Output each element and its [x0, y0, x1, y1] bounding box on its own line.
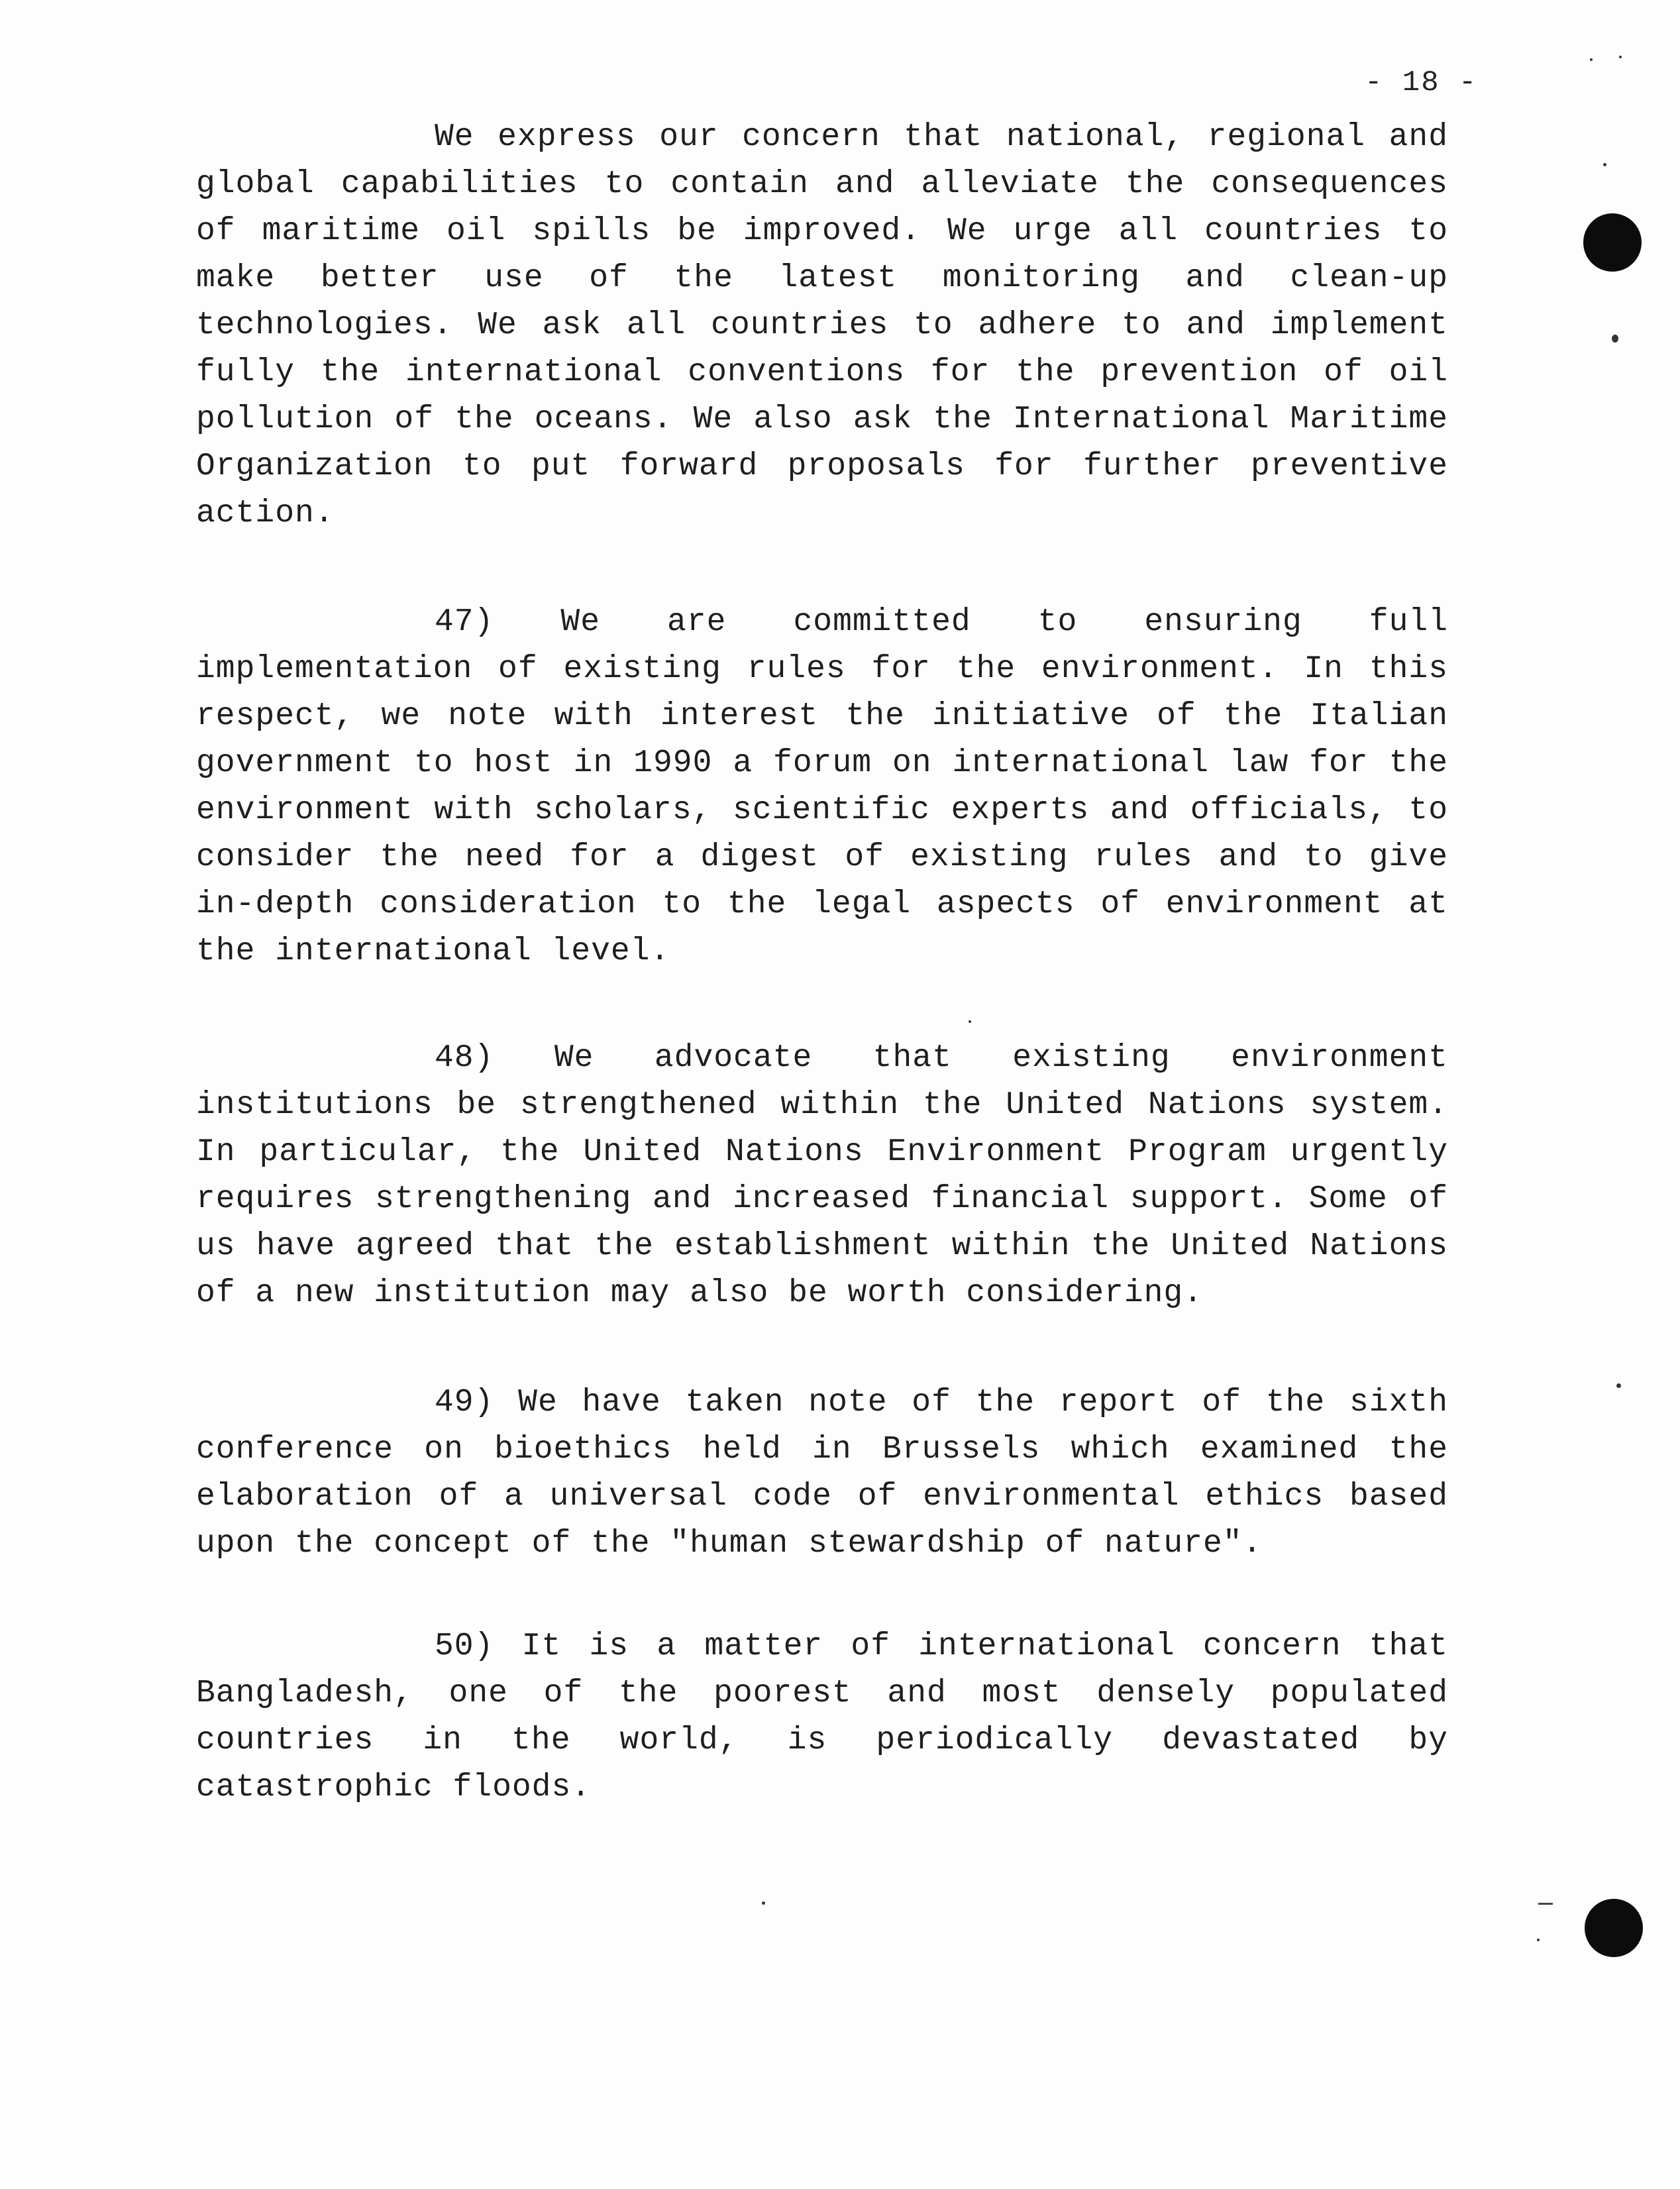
- paragraph-50: [196, 1623, 1448, 1811]
- paragraph-49: [196, 1379, 1448, 1568]
- paragraph-48: [196, 1035, 1448, 1317]
- scan-speck: [969, 1020, 971, 1023]
- scan-mark: [1538, 1903, 1553, 1905]
- scan-speck: [1612, 335, 1618, 343]
- paragraph-47: [196, 599, 1448, 975]
- paragraph-oil-spills: [196, 114, 1448, 537]
- paragraph-text: 48) We advocate that existing environment institutions be strengthened within the United Nations system. In particular, the United Nations Environment Program urgently requires strengthening and increased financial support. Some of us have agreed that the establishment within the United Nations of a new institution may also be worth considering.: [196, 1040, 1448, 1311]
- scan-speck: [1619, 56, 1622, 58]
- paragraph-text: 50) It is a matter of international concern that Bangladesh, one of the poorest and most densely populated countries in the world, is periodically devastated by catastrophic floods.: [196, 1628, 1448, 1805]
- scan-speck: [1603, 163, 1606, 166]
- paragraph-text: 47) We are committed to ensuring full implementation of existing rules for the environment. In this respect, we note with interest the initiative of the Italian government to host in 1990 a forum on international law for the environment with scholars, scientific experts and officials, to consider the need for a digest of existing rules and to give in-depth consideration to the legal aspects of environment at the international level.: [196, 604, 1448, 969]
- binder-hole-bottom: [1585, 1899, 1643, 1957]
- scan-speck: [1537, 1939, 1540, 1941]
- paragraph-text: We express our concern that national, regional and global capabilities to contain and alleviate the consequences of maritime oil spills be improved. We urge all countries to make better use of the latest monitoring and clean-up technologies. We ask all countries to adhere to and implement fully the international conventions for the prevention of oil pollution of the oceans. We also ask the International Maritime Organization to put forward proposals for further preventive action.: [196, 119, 1448, 531]
- scan-speck: [1590, 58, 1593, 61]
- page-number: - 18 -: [1365, 66, 1478, 99]
- scan-speck: [762, 1901, 765, 1905]
- scan-speck: [1616, 1383, 1621, 1388]
- binder-hole-top: [1583, 213, 1642, 272]
- paragraph-text: 49) We have taken note of the report of the sixth conference on bioethics held in Brussels which examined the elaboration of a universal code of environmental ethics based upon the concept of the "human stewardship of nature".: [196, 1385, 1448, 1562]
